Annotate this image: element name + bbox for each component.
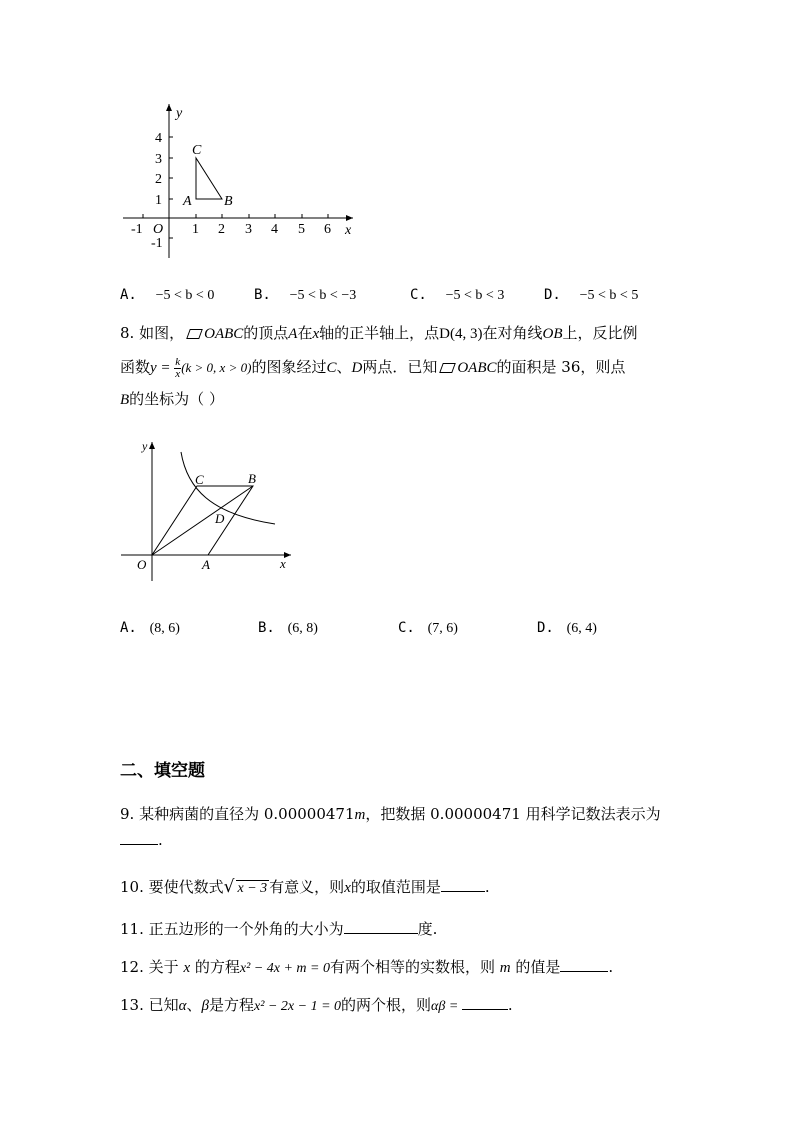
q13-end: . [507,996,513,1014]
q8-shape-name: OABC [457,360,497,376]
q12-text: 的值是 [515,958,561,976]
q8-text: 的顶点 [243,324,289,342]
q10-text: 要使代数式 [148,878,224,896]
q13-text: 是方程 [209,996,255,1014]
question-number: 9. [120,805,135,823]
q8-var: OB [542,326,563,342]
q11-text: 正五边形的一个外角的大小为 [148,920,344,938]
q8-point-c-label: C [195,472,204,487]
answer-blank[interactable] [120,830,158,845]
q13-beta: β [201,998,210,1014]
q9-text: 某种病菌的直径为 0.00000471 [139,805,355,823]
q8-line-1 [120,322,638,343]
q7-x-tick-label: 3 [245,222,252,237]
q8-option-b[interactable] [258,618,318,637]
q10-end: . [484,878,490,896]
option-text: −5 < b < −3 [289,288,357,303]
q8-var: C [326,360,337,376]
q10-line [120,876,490,897]
q8-origin-label: O [137,557,147,572]
q8-line-2 [120,356,625,380]
option-text: −5 < b < 5 [579,288,639,303]
parallelogram-icon [440,363,457,373]
option-text: −5 < b < 3 [445,288,505,303]
q8-func-condition: (k > 0, x > 0) [181,360,252,375]
q12-equation: x² − 4x + m = 0 [239,961,330,976]
q7-option-b[interactable] [254,285,356,304]
option-letter: D. [544,287,561,303]
q7-y-tick-label: 1 [155,193,162,208]
option-letter: A. [120,287,137,303]
q11-end: 度. [417,920,438,938]
q7-option-d[interactable] [544,285,638,304]
sqrt-sign-icon: √ [223,877,235,897]
option-letter: B. [258,620,275,636]
q12-m: m [499,960,511,976]
q11-line [120,918,437,939]
q8-option-a[interactable] [120,618,180,637]
q7-option-a[interactable] [120,285,214,304]
q10-text: 有意义，则 [269,878,345,896]
q8-option-c[interactable] [398,618,458,637]
q7-point-a-label: A [183,194,192,209]
question-number: 8. [120,324,135,342]
q8-var: x [312,326,320,342]
q7-origin-label: O [153,222,164,237]
q7-y-tick-label: 3 [155,152,162,167]
q8-text: 在对角线 [482,324,543,342]
q13-text: 已知 [148,996,179,1014]
option-text: (6, 4) [566,621,597,636]
q8-point-d-label: D [215,511,225,526]
question-number: 12. [120,958,144,976]
q9-line-2 [120,830,163,849]
q12-line [120,956,613,977]
q8-text: 的面积是 36，则点 [496,358,626,376]
option-letter: C. [410,287,427,303]
q7-coordinate-figure [115,98,365,263]
q8-func: y = [150,360,175,376]
q13-text: 的两个根，则 [341,996,432,1014]
answer-blank[interactable] [560,957,608,972]
q13-line [120,994,513,1015]
q8-fraction-numerator: k [175,355,181,368]
q7-x-axis-label: x [345,223,352,238]
q8-text: 如图， [139,324,185,342]
q8-point-b-label: B [248,471,256,486]
q7-x-tick-label: 6 [324,222,331,237]
q8-text: 的坐标为（ ） [129,390,224,408]
option-letter: B. [254,287,271,303]
option-letter: A. [120,620,137,636]
q9-unit: m [354,807,366,823]
option-text: (7, 6) [427,621,458,636]
q7-y-tick-label: -1 [151,236,163,251]
q8-var: B [120,392,130,408]
q12-var: x [183,960,191,976]
option-text: (6, 8) [287,621,318,636]
question-number: 10. [120,878,144,896]
q8-text: 轴的正半轴上，点 [319,324,440,342]
q9-text: ，把数据 0.00000471 用科学记数法表示为 [365,805,661,823]
q7-option-c[interactable] [410,285,504,304]
parallelogram-icon [186,329,203,339]
q12-end: . [608,958,614,976]
option-letter: D. [537,620,554,636]
option-text: −5 < b < 0 [155,288,215,303]
q7-y-axis-label: y [176,106,183,121]
q8-text: 两点．已知 [362,358,438,376]
q7-x-tick-label: 4 [271,222,278,237]
q8-text: 函数 [120,358,151,376]
option-text: (8, 6) [149,621,180,636]
q8-x-axis-label: x [280,556,286,571]
q7-x-tick-label: 2 [218,222,225,237]
q8-text: 上，反比例 [562,324,638,342]
q8-point-a-label: A [202,557,210,572]
q13-text: 、 [186,996,202,1014]
q7-x-tick-label: -1 [131,222,143,237]
q8-figure [115,438,300,588]
q8-shape-name: OABC [204,326,244,342]
q8-fraction-denominator: x [175,367,181,380]
q9-end: . [158,831,163,849]
q7-x-tick-label: 1 [192,222,199,237]
q8-var: D [351,360,363,376]
q8-text: 、 [336,358,352,376]
q12-text: 关于 [148,958,179,976]
question-number: 11. [120,920,144,938]
q7-triangle-abc [196,158,222,199]
q7-point-b-label: B [224,194,233,209]
q7-point-c-label: C [192,143,202,158]
q8-text: 的图象经过 [251,358,327,376]
q12-text: 的方程 [194,958,240,976]
q8-y-axis-label: y [142,439,148,453]
q9-line-1 [120,803,661,824]
q8-option-d[interactable] [537,618,597,637]
q12-text: 有两个相等的实数根，则 [329,958,495,976]
q8-text: 在 [297,324,313,342]
q13-equation: x² − 2x − 1 = 0 [254,999,342,1014]
q7-y-tick-label: 4 [155,131,162,146]
q13-alpha: α [178,998,187,1014]
answer-blank[interactable] [344,919,418,934]
question-number: 13. [120,996,144,1014]
q7-x-tick-label: 5 [298,222,305,237]
answer-blank[interactable] [462,995,508,1010]
q7-y-tick-label: 2 [155,172,162,187]
q13-product: αβ = [431,999,462,1014]
q10-text: 的取值范围是 [350,878,441,896]
section-title: 二、填空题 [120,761,205,781]
q8-line-3 [120,388,224,409]
q10-var: x [344,880,351,896]
option-letter: C. [398,620,415,636]
q8-point-d: D(4, 3) [439,326,483,342]
q10-radicand: x − 3 [237,881,268,896]
q8-var: A [288,326,298,342]
answer-blank[interactable] [441,877,485,892]
